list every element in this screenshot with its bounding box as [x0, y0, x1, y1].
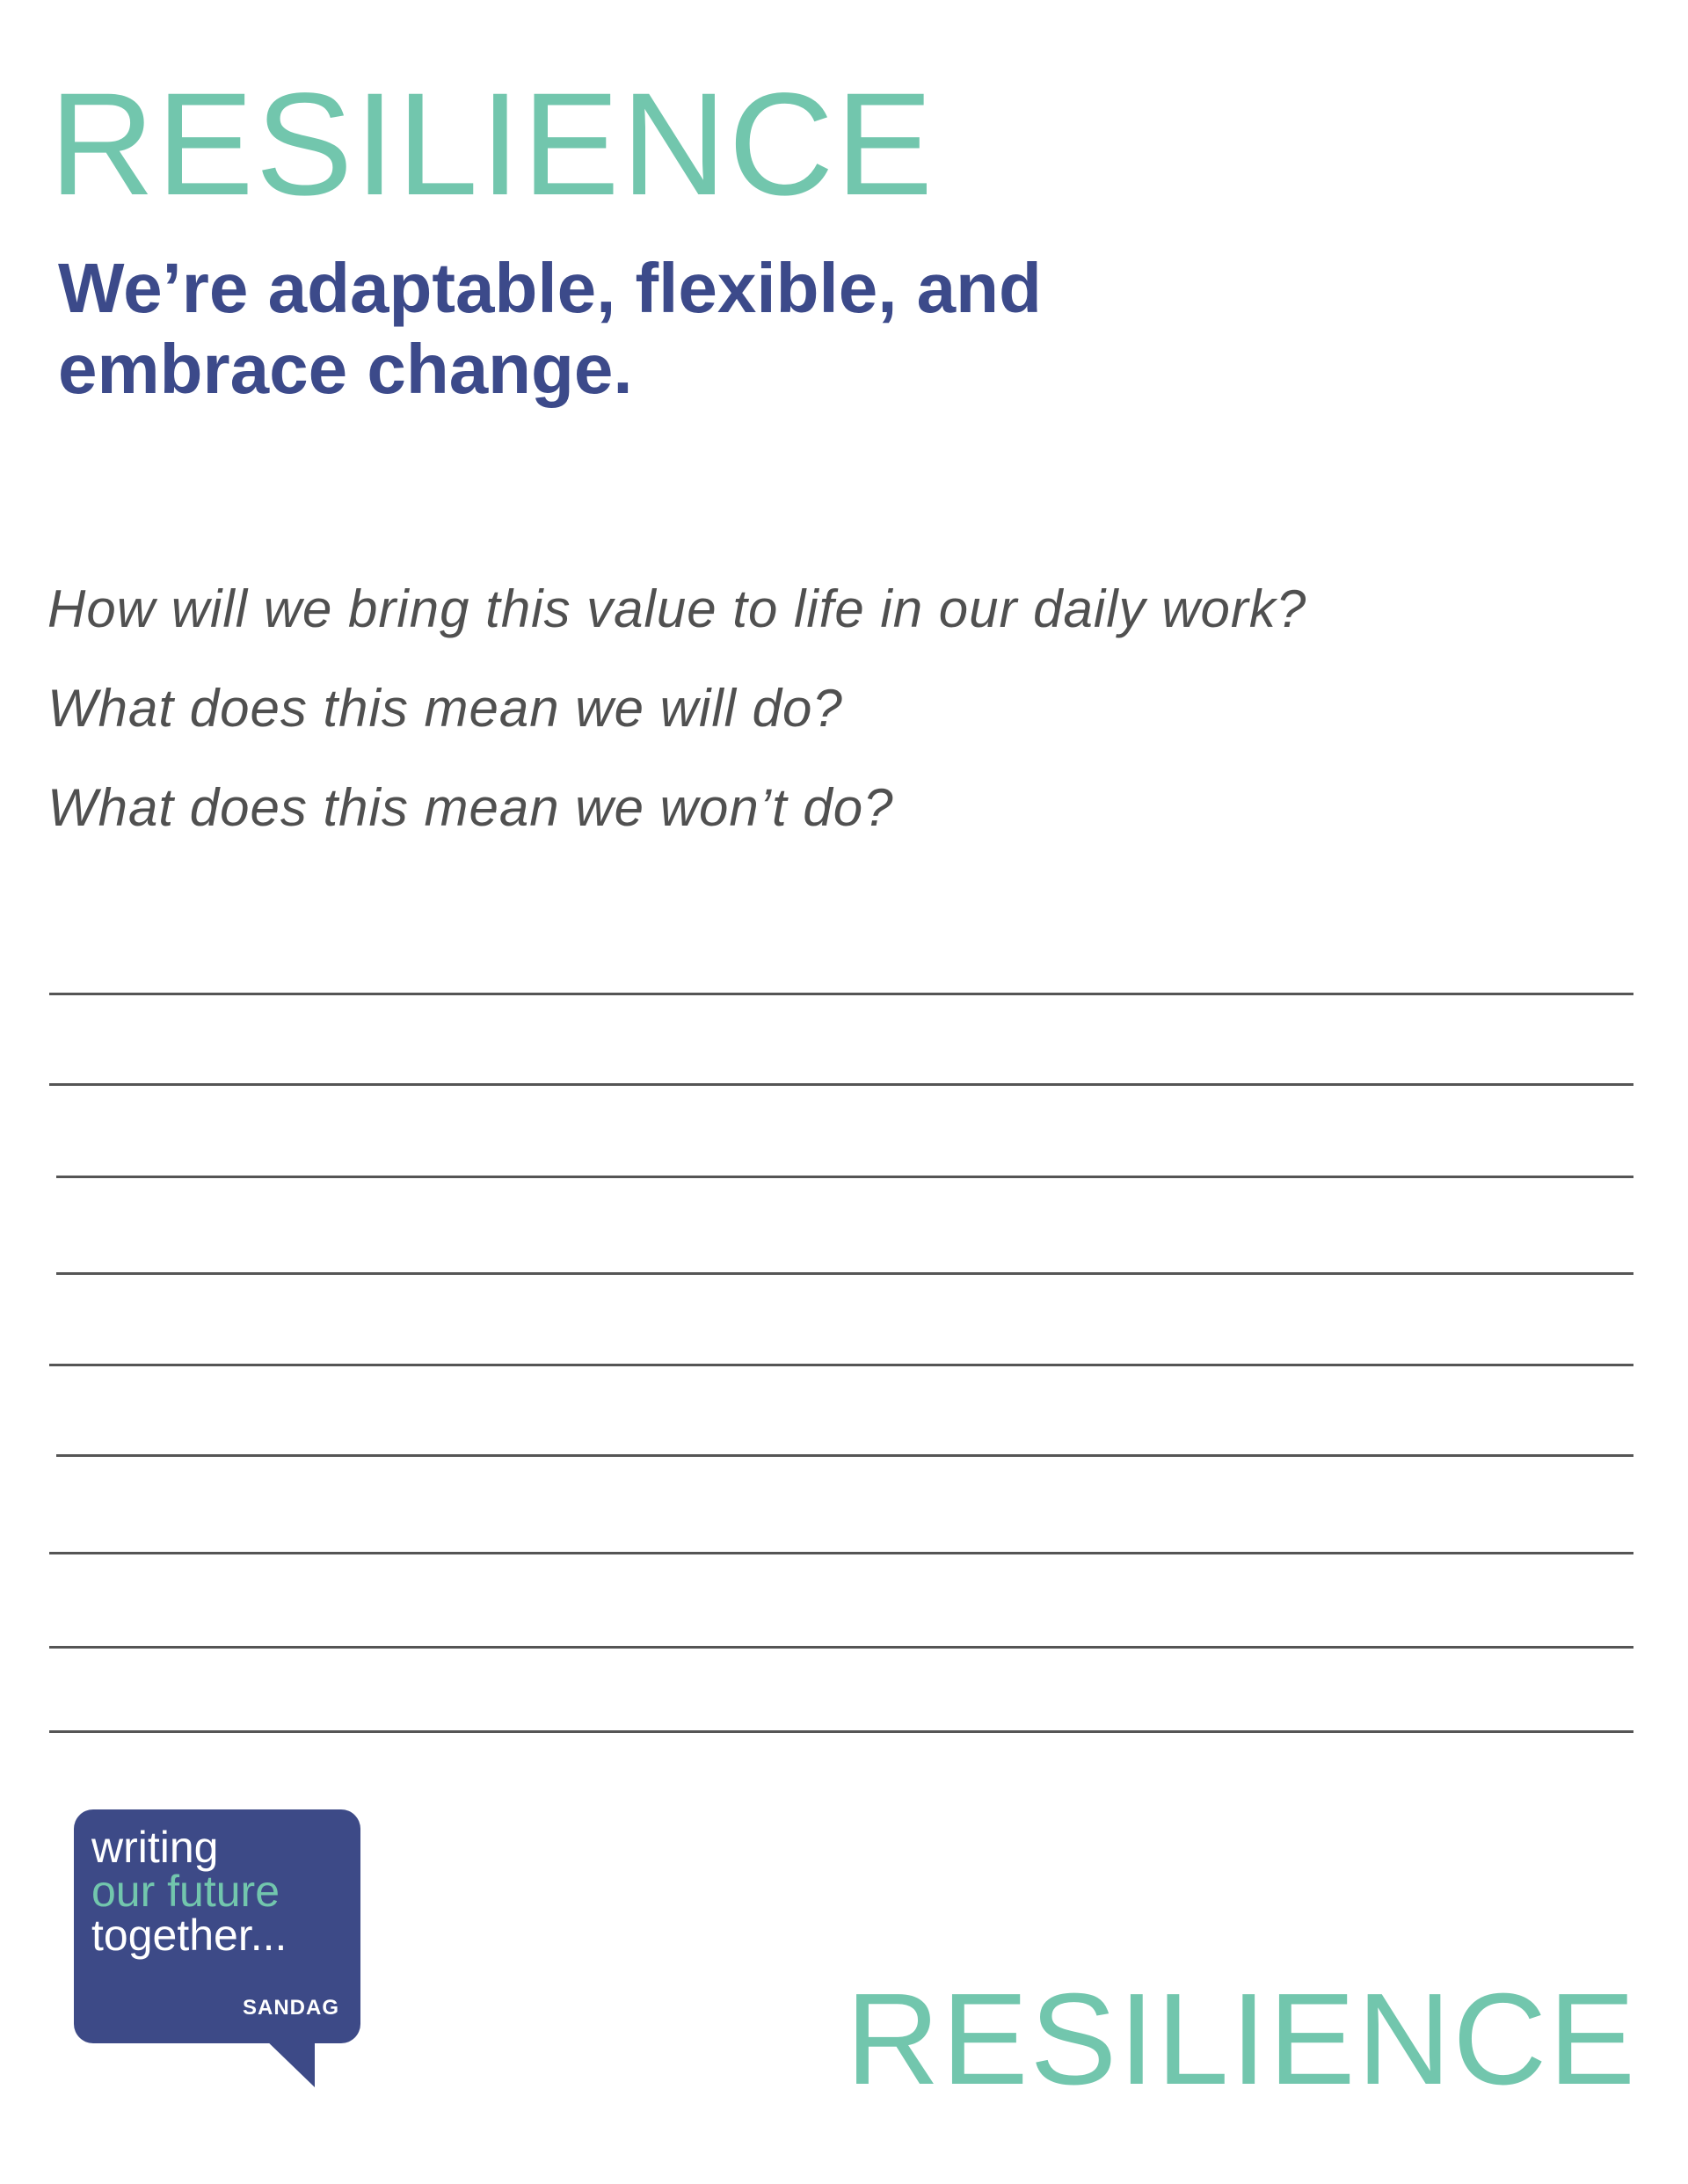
- writing-line[interactable]: [56, 1176, 1633, 1178]
- prompt-daily-work: How will we bring this value to life in our daily work?: [47, 579, 1307, 638]
- prompt-list: [47, 579, 1306, 877]
- logo-wordmark: [91, 1823, 287, 1960]
- prompt-will-do: What does this mean we will do?: [47, 679, 843, 738]
- sandag-logo: [74, 1809, 360, 2043]
- value-tagline: [58, 248, 1289, 410]
- footer-title: RESILIENCE: [845, 1967, 1637, 2112]
- writing-line[interactable]: [49, 1083, 1633, 1086]
- logo-line-2: our future: [91, 1867, 280, 1916]
- logo-line-1: writing: [91, 1823, 219, 1872]
- writing-line[interactable]: [56, 1272, 1633, 1275]
- tagline-line-1: We’re adaptable, flexible, and: [58, 249, 1042, 327]
- speech-bubble-tail-icon: [262, 2036, 341, 2089]
- logo-line-3: together...: [91, 1911, 287, 1960]
- writing-line[interactable]: [49, 1552, 1633, 1554]
- writing-line[interactable]: [49, 1364, 1633, 1366]
- tagline-line-2: embrace change.: [58, 330, 633, 408]
- writing-line[interactable]: [49, 1730, 1633, 1733]
- writing-line[interactable]: [49, 1646, 1633, 1649]
- prompt-wont-do: What does this mean we won’t do?: [47, 778, 894, 837]
- writing-line[interactable]: [49, 993, 1633, 995]
- page-title: RESILIENCE: [49, 63, 935, 226]
- writing-line[interactable]: [56, 1454, 1633, 1457]
- logo-brand: SANDAG: [242, 1996, 339, 2020]
